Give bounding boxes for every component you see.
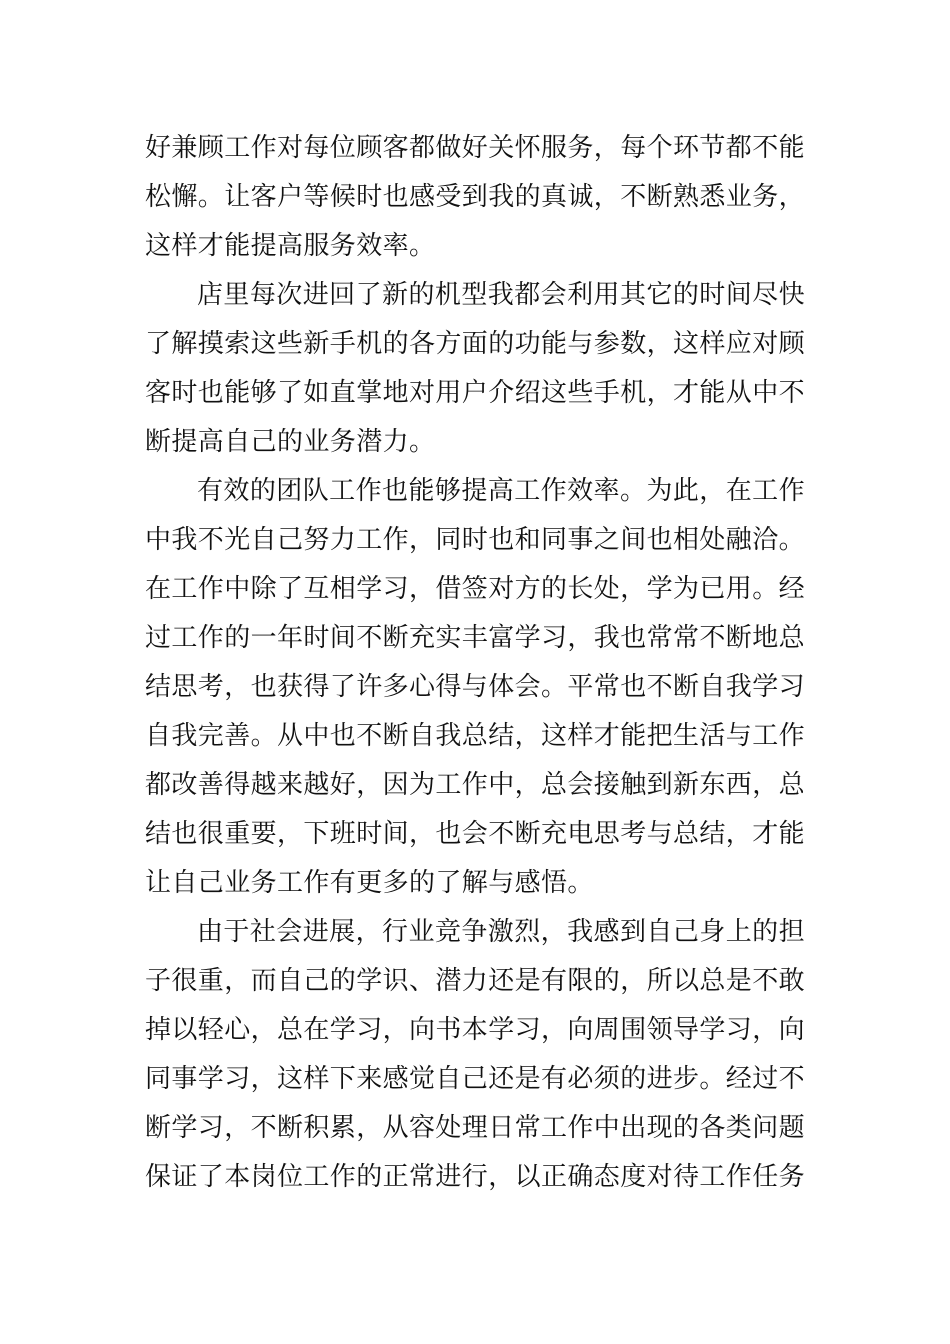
text-line: 断提高自己的业务潜力。 [145,427,436,457]
text-line: 都改善得越来越好，因为工作中，总会接触到新东西，总 [145,770,805,800]
text-line: 掉以轻心，总在学习，向书本学习，向周围领导学习，向 [145,1015,805,1045]
text-line: 客时也能够了如直掌地对用户介绍这些手机，才能从中不 [145,378,805,408]
paragraph-first-line: 由于社会进展，行业竞争激烈，我感到自己身上的担 [197,917,805,947]
paragraph-first-line: 店里每次进回了新的机型我都会利用其它的时间尽快 [197,280,805,310]
text-line: 子很重，而自己的学识、潜力还是有限的，所以总是不敢 [145,966,805,996]
text-line: 中我不光自己努力工作，同时也和同事之间也相处融洽。 [145,525,805,555]
text-line: 断学习，不断积累，从容处理日常工作中出现的各类问题 [145,1113,805,1143]
text-line: 保证了本岗位工作的正常进行，以正确态度对待工作任务 [145,1162,805,1192]
text-line: 自我完善。从中也不断自我总结，这样才能把生活与工作 [145,721,805,751]
text-line: 过工作的一年时间不断充实丰富学习，我也常常不断地总 [145,623,805,653]
text-line: 好兼顾工作对每位顾客都做好关怀服务，每个环节都不能 [145,133,805,163]
text-line: 松懈。让客户等候时也感受到我的真诚，不断熟悉业务， [145,182,805,212]
paragraph-first-line: 有效的团队工作也能够提高工作效率。为此，在工作 [197,476,805,506]
text-line: 在工作中除了互相学习，借签对方的长处，学为已用。经 [145,574,805,604]
text-line: 了解摸索这些新手机的各方面的功能与参数，这样应对顾 [145,329,805,359]
text-line: 结思考，也获得了许多心得与体会。平常也不断自我学习 [145,672,805,702]
text-line: 这样才能提高服务效率。 [145,231,436,261]
text-line: 让自己业务工作有更多的了解与感悟。 [145,868,594,898]
text-line: 同事学习，这样下来感觉自己还是有必须的进步。经过不 [145,1064,805,1094]
text-line: 结也很重要，下班时间，也会不断充电思考与总结，才能 [145,819,805,849]
document-body [145,124,805,1202]
